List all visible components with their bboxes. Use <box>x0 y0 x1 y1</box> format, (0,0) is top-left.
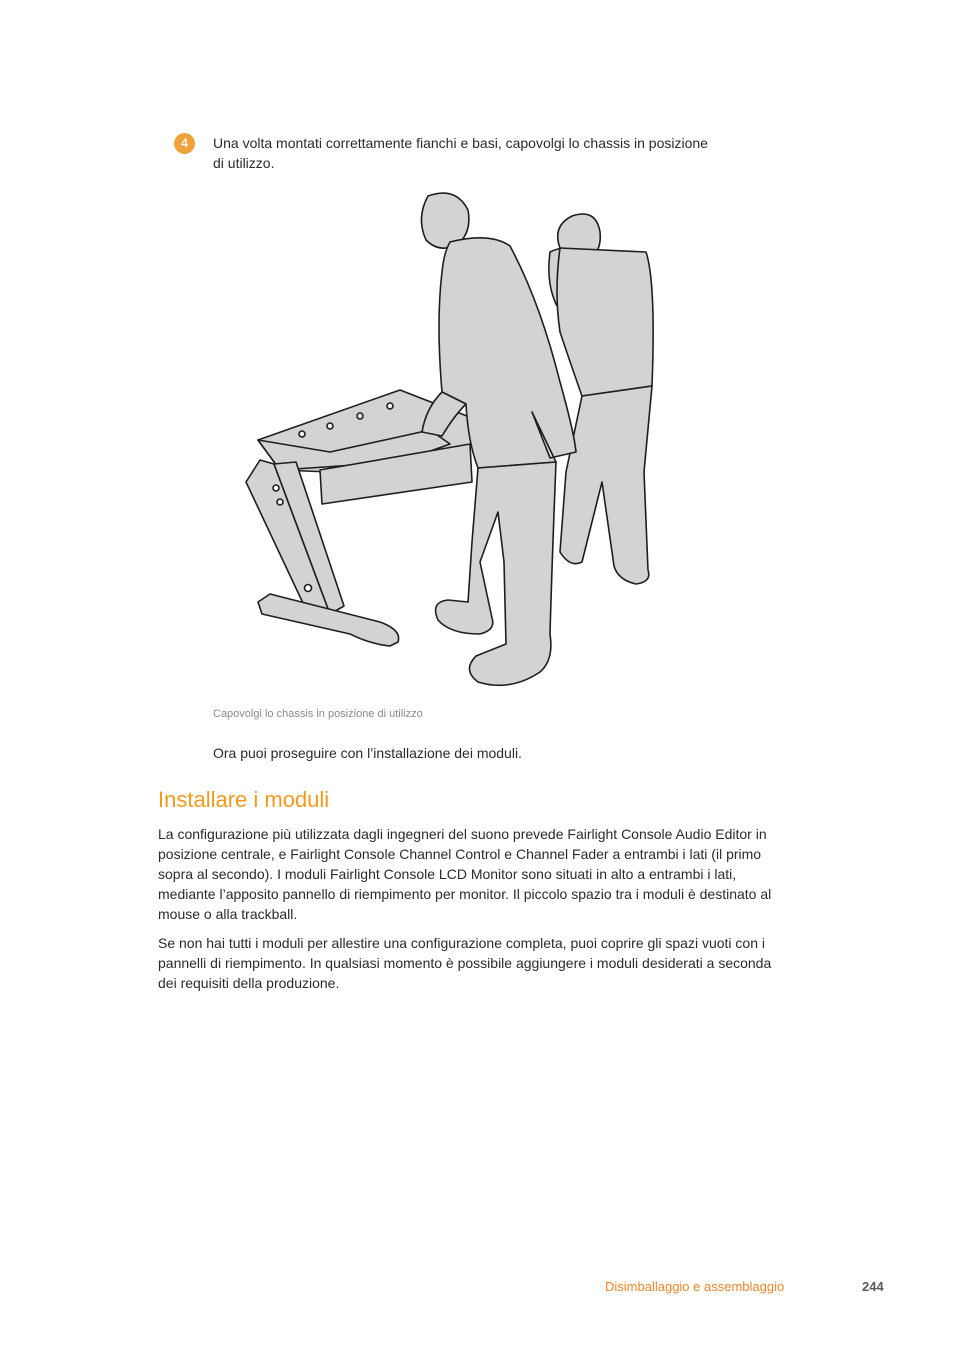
continuation-text: Ora puoi proseguire con l’installazione dei moduli. <box>213 745 522 761</box>
console-installation-illustration <box>210 182 670 702</box>
step-text-line1: Una volta montati correttamente fianchi e basi, capovolgi lo chassis in posizione <box>213 135 708 151</box>
console-leg-hole <box>277 499 283 505</box>
console-leg-hole <box>273 485 279 491</box>
page-number: 244 <box>862 1279 884 1294</box>
section-heading: Installare i moduli <box>158 787 330 812</box>
body-paragraph: Se non hai tutti i moduli per allestire una configurazione completa, puoi coprire gli spazi vuoti con i pannelli di riempimento. In qualsiasi momento è possibile aggiungere i moduli desiderati a seconda dei requisiti della produzione. <box>158 935 772 991</box>
step-text-line2: di utilizzo. <box>213 155 275 171</box>
step-number-badge: 4 <box>174 133 195 154</box>
step-instruction <box>213 133 773 173</box>
footer-section-title: Disimballaggio e assemblaggio <box>605 1279 785 1294</box>
figure-caption: Capovolgi lo chassis in posizione di utilizzo <box>213 708 423 720</box>
console-leg-hole <box>305 585 312 592</box>
body-paragraph: La configurazione più utilizzata dagli ingegneri del suono prevede Fairlight Console Audio Editor in posizione centrale, e Fairlight Console Channel Control e Channel Fader a entrambi i lati (il primo sopra al secondo). I moduli Fairlight Console LCD Monitor sono situati in alto a entrambi i lati, mediante l’apposito pannello di riempimento per monitor. Il piccolo spazio tra i moduli è destinato al mouse o alla trackball. <box>158 826 772 922</box>
